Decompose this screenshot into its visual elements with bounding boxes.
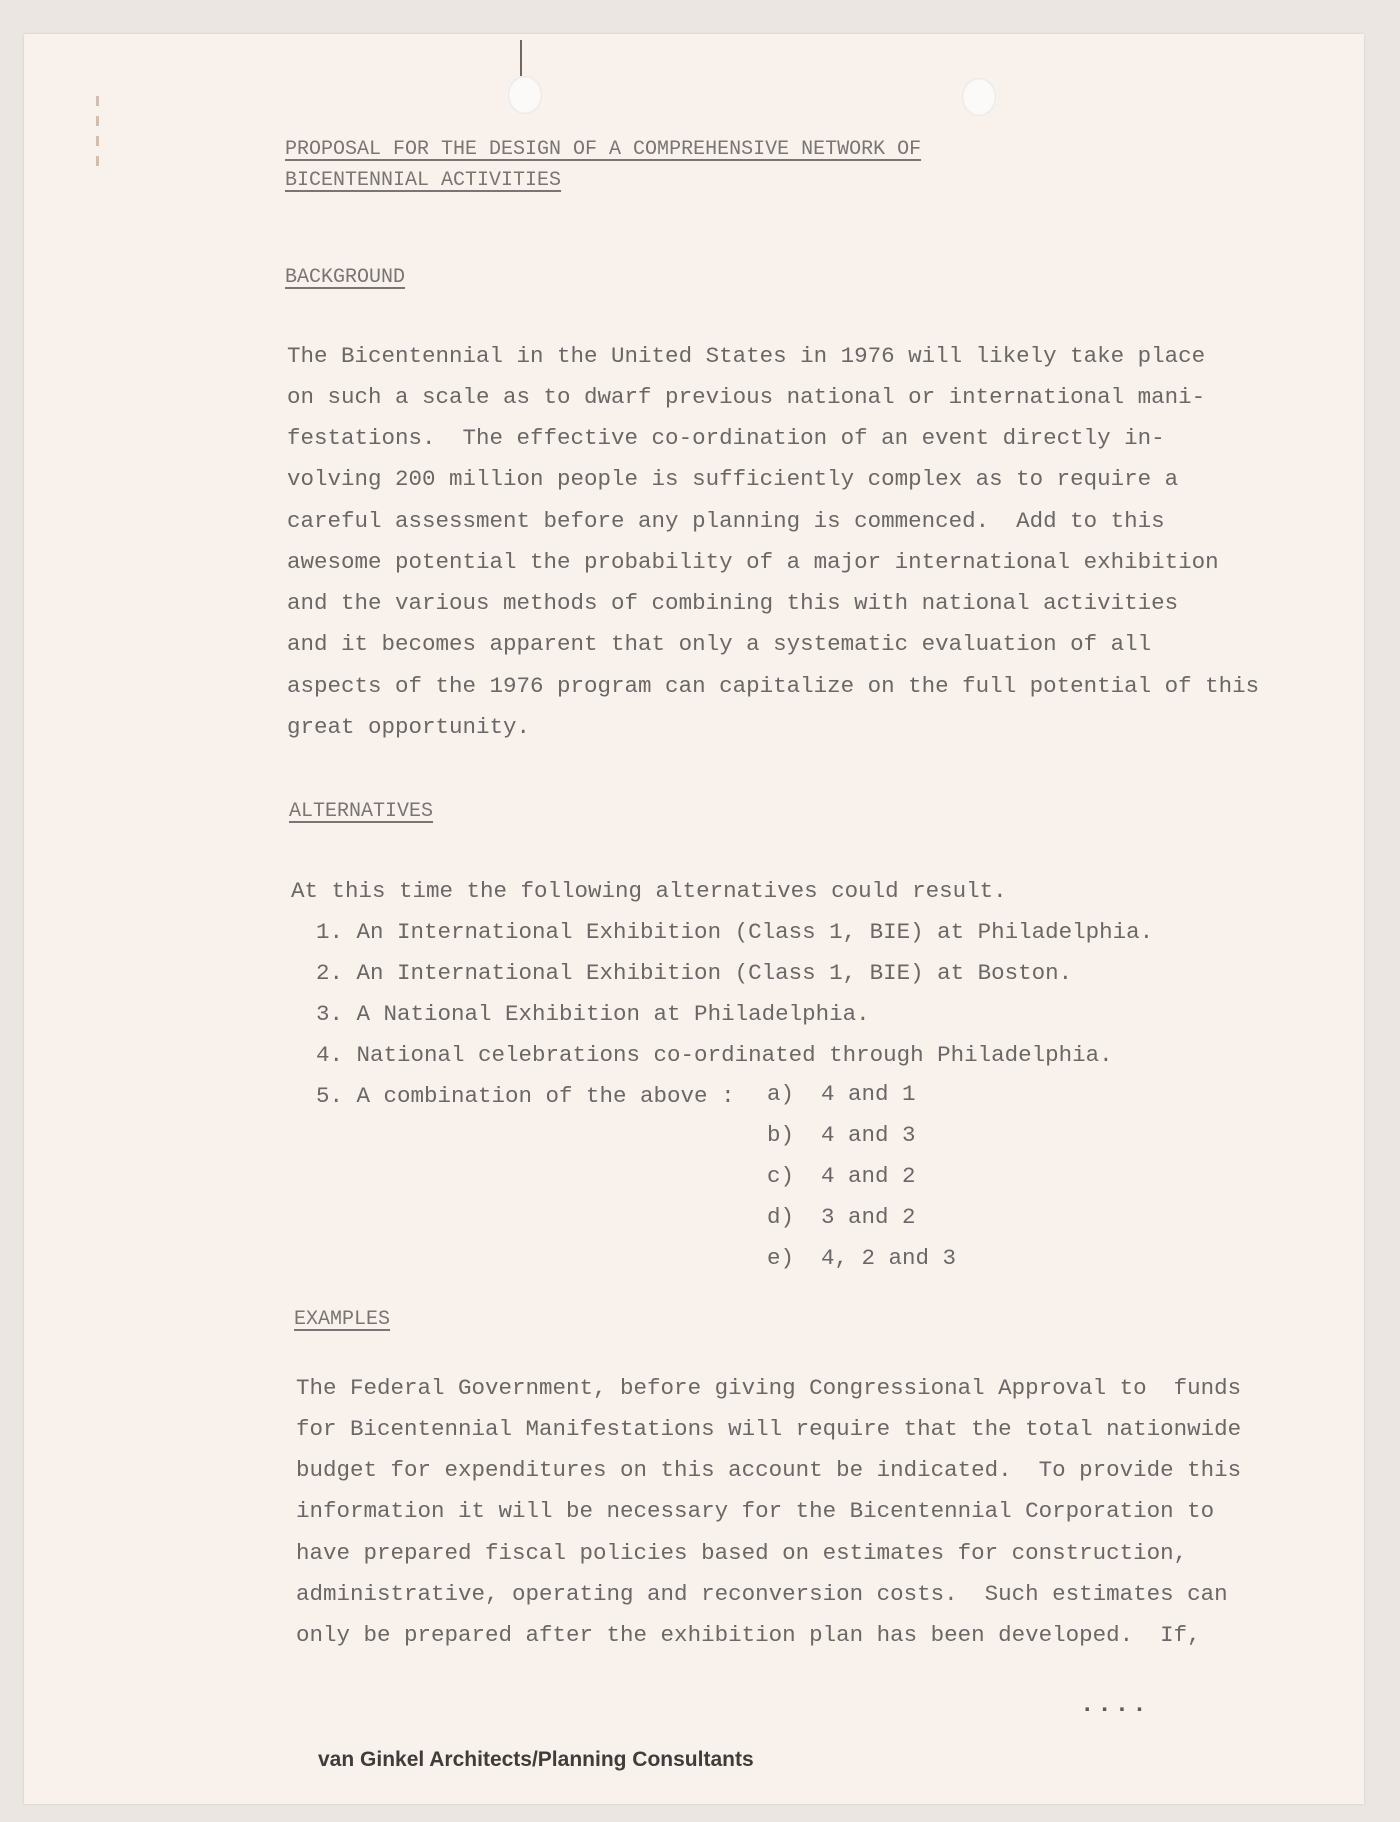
paragraph-line: have prepared fiscal policies based on estimates for construction, — [296, 1540, 1188, 1566]
section-heading-alternatives: ALTERNATIVES — [289, 800, 434, 823]
combination-item: a) 4 and 1 — [767, 1081, 916, 1107]
combination-item: e) 4, 2 and 3 — [767, 1245, 957, 1271]
combination-item: b) 4 and 3 — [767, 1122, 916, 1148]
punch-hole-right — [962, 78, 996, 116]
paragraph-line: for Bicentennial Manifestations will require that the total nationwide — [296, 1416, 1242, 1442]
paragraph-line: and the various methods of combining this with national activities — [287, 590, 1179, 616]
paragraph-line: awesome potential the probability of a major international exhibition — [287, 549, 1219, 575]
section-heading-background: BACKGROUND — [285, 266, 406, 289]
paragraph-line: on such a scale as to dwarf previous national or international mani- — [287, 384, 1206, 410]
paragraph-line: The Bicentennial in the United States in 1976 will likely take place — [287, 343, 1206, 369]
paragraph-line: great opportunity. — [287, 714, 531, 740]
paragraph-line: volving 200 million people is sufficiently complex as to require a — [287, 466, 1179, 492]
continuation-mark: .... — [1080, 1692, 1150, 1719]
list-item: 5. A combination of the above : — [316, 1083, 735, 1109]
paragraph-line: administrative, operating and reconversion costs. Such estimates can — [296, 1581, 1228, 1607]
punch-hole-left — [508, 76, 542, 114]
paragraph-line: careful assessment before any planning is commenced. Add to this — [287, 508, 1165, 534]
letterhead-footer: van Ginkel Architects/Planning Consultants — [318, 1748, 754, 1771]
paragraph-line: only be prepared after the exhibition plan has been developed. If, — [296, 1622, 1201, 1648]
combination-item: c) 4 and 2 — [767, 1163, 916, 1189]
pencil-mark — [520, 40, 522, 76]
paragraph-line: budget for expenditures on this account be indicated. To provide this — [296, 1457, 1242, 1483]
paragraph-line: The Federal Government, before giving Congressional Approval to funds — [296, 1375, 1242, 1401]
list-item: 2. An International Exhibition (Class 1, BIE) at Boston. — [316, 960, 1073, 986]
alternatives-intro: At this time the following alternatives could result. — [291, 878, 1007, 904]
paragraph-line: festations. The effective co-ordination of an event directly in- — [287, 425, 1165, 451]
document-title-line-2: BICENTENNIAL ACTIVITIES — [285, 169, 562, 192]
margin-stain — [96, 96, 99, 174]
combination-item: d) 3 and 2 — [767, 1204, 916, 1230]
paragraph-line: aspects of the 1976 program can capitalize on the full potential of this — [287, 673, 1260, 699]
paragraph-line: information it will be necessary for the Bicentennial Corporation to — [296, 1498, 1215, 1524]
list-item: 3. A National Exhibition at Philadelphia. — [316, 1001, 870, 1027]
paragraph-line: and it becomes apparent that only a systematic evaluation of all — [287, 631, 1152, 657]
list-item: 4. National celebrations co-ordinated through Philadelphia. — [316, 1042, 1113, 1068]
document-title-line-1: PROPOSAL FOR THE DESIGN OF A COMPREHENSIVE NETWORK OF — [285, 138, 922, 161]
list-item: 1. An International Exhibition (Class 1, BIE) at Philadelphia. — [316, 919, 1154, 945]
section-heading-examples: EXAMPLES — [294, 1308, 391, 1331]
